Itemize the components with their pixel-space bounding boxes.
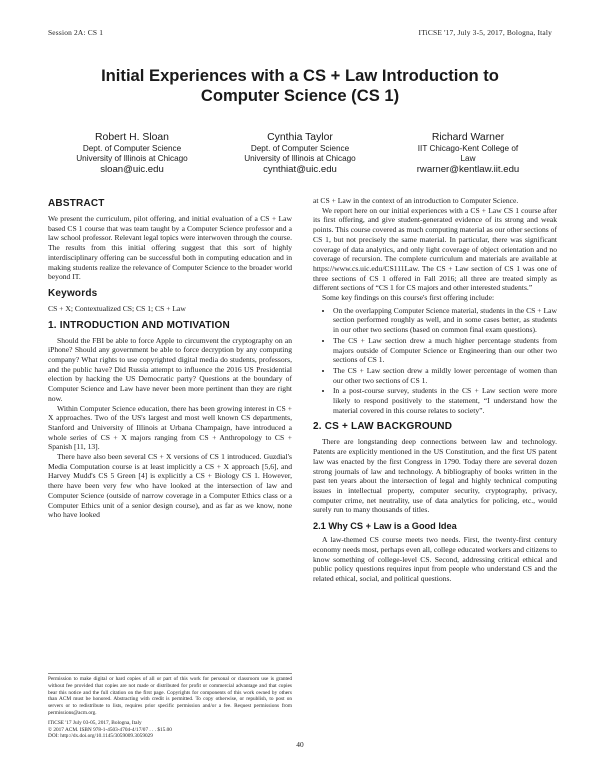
findings-list [313,306,557,416]
author-affiliation: IIT Chicago-Kent College of [417,144,519,153]
abstract-heading: ABSTRACT [48,198,105,209]
author-affiliation: Dept. of Computer Science [82,144,182,153]
list-item: • The CS + Law section drew a mildly lower percentage of women than our other two sections of CS 1. [333,366,557,385]
author-affiliation: Dept. of Computer Science [250,144,350,153]
conference-info: ITiCSE '17 July 03-05, 2017, Bologna, Italy [48,719,142,726]
list-item: • The CS + Law section drew a much higher percentage students from majors outside of Computer Science or Engineering than our other two sections of CS 1. [333,336,557,365]
subsection-2-1-heading: 2.1 Why CS + Law is a Good Idea [313,521,457,532]
author-email: rwarner@kentlaw.iit.edu [416,164,520,175]
author-affiliation: University of Illinois at Chicago [244,154,356,163]
running-header-left: Session 2A: CS 1 [48,28,104,37]
author-2 [216,131,384,176]
author-email: cynthiat@uic.edu [263,164,337,175]
author-name: Richard Warner [431,132,505,143]
running-header-right: ITiCSE '17, July 3-5, 2017, Bologna, Italy [418,28,552,37]
author-1 [48,131,216,176]
copyright-line: © 2017 ACM. ISBN 978-1-4503-4704-4/17/07 . . . $15.00 [48,726,172,733]
page-number: 40 [296,740,304,749]
author-email: sloan@uic.edu [100,164,164,175]
doi-link[interactable]: DOI: http://dx.doi.org/10.1145/3059009.3059029 [48,733,153,740]
permission-block [48,676,292,740]
author-name: Robert H. Sloan [95,132,169,143]
section-2-heading: 2. CS + LAW BACKGROUND [313,421,453,433]
author-3 [384,131,552,176]
paragraph: A law-themed CS course meets two needs. First, the twenty-first century economy needs most, perhaps even all, college educated workers and citizens to know something of college-level CS. Second, addressing critical ethical and public policy questions requires input from people who understand CS and the related ethical, social, and political questions. [313,535,557,583]
abstract-text: We present the curriculum, pilot offering, and initial evaluation of a CS + Law based CS 1 course that was team taught by a Computer Science professor and a law school professor. Relevant legal topics were interwoven through the course. The results from this initial offering suggest that this sort of highly interdisciplinary offering can be successful both in computing education and in making students realize the relevance of Computer Science to the broader world beyond IT. [48,214,292,282]
author-name: Cynthia Taylor [267,132,333,143]
paragraph: Should the FBI be able to force Apple to circumvent the cryptography on an iPhone? Should any government be able to force decryption by any computing company? What rights to use copyrighted digital media do students, professors, and the public have? Did Russia attempt to influence the 2016 US Presidential election by hacking the US Democratic party? Questions at the boundary of Computer Science and Law have never been more pertinent than they are right now. [48,335,292,403]
author-block [48,131,552,176]
paragraph: at CS + Law in the context of an introduction to Computer Science. [313,196,519,205]
right-column [313,196,557,584]
paragraph: Within Computer Science education, there has been growing interest in CS + X approaches. Two of the US's largest and most well known CS departments, Stanford and University of Illinois at Urbana Champaign, have introduced a whole series of CS + X majors ranging from CS + Anthropology to CS + Spanish [11, 13]. [48,403,292,452]
paragraph: We report here on our initial experiences with a CS + Law CS 1 course after its first offering, and give student-generated evidence of its strong and weak points. This course covered as much computing material as our other sections of CS 1, but not precisely the same material. In particular, there was significant coverage of data analytics, and only light coverage of object orientation and no coverage of recursion. The complete curriculum and materials are available at https://www.cs.uic.edu/CS111Law. The CS + Law section of CS 1 was one of three sections of CS 1 offered in Fall 2016; all three are treated simply as different sections of “CS 1 for CS majors and other interested students.” [313,205,557,293]
paragraph: Some key findings on this course's first offering include: [322,293,495,303]
left-column [48,198,292,520]
paragraph: There are longstanding deep connections between law and technology. Patents are explicitly mentioned in the US Constitution, and the first US patent law was enacted by the first Congress in 1790. Today there are several dozen strong journals of law and technology. A bibliography of books written in the past ten years about the intersection of legal and highly technical computing issues in intellectual property, computer security, cryptography, privacy, computer crime, net neutrality, use of data analytics for policing, etc., would surely run to many thousands of titles. [313,437,557,515]
permission-text: Permission to make digital or hard copies of all or part of this work for personal or classroom use is granted without fee provided that copies are not made or distributed for profit or commercial advantage and that copies bear this notice and the full citation on the first page. Copyrights for components of this work owned by others than ACM must be honored. Abstracting with credit is permitted. To copy otherwise, or republish, to post on servers or to redistribute to lists, requires prior specific permission and/or a fee. Request permissions from permissions@acm.org. [48,676,292,716]
paragraph: There have also been several CS + X versions of CS 1 introduced. Guzdial's Media Computation course is at least implicitly a CS + X approach [5,6], and Harvey Mudd's CS 5 Green [4] is explicitly a CS + Biology CS 1. However, there have been very few who have looked at the intersection of law and Computer Science (outside of narrow coverage in a Computer Ethics class or a Computer Ethics unit of a senior design course), and as far as we know, none who have looked [48,452,292,520]
author-affiliation: Law [460,154,476,163]
list-item: • In a post-course survey, students in the CS + Law section were more likely to respond positively to the statement, “I understand how the material covered in this course relates to society”. [333,386,557,415]
footnote-rule [48,673,292,674]
paper-title: Initial Experiences with a CS + Law Introduction to Computer Science (CS 1) [101,66,499,105]
keywords-heading: Keywords [48,287,98,299]
author-affiliation: University of Illinois at Chicago [76,154,188,163]
section-1-heading: 1. INTRODUCTION AND MOTIVATION [48,319,230,331]
keywords-text: CS + X; Contextualized CS; CS 1; CS + Law [48,303,186,313]
list-item: • On the overlapping Computer Science material, students in the CS + Law section performed roughly as well, and in some cases better, as students in our other two sections (based on common final exam questions). [333,306,557,335]
